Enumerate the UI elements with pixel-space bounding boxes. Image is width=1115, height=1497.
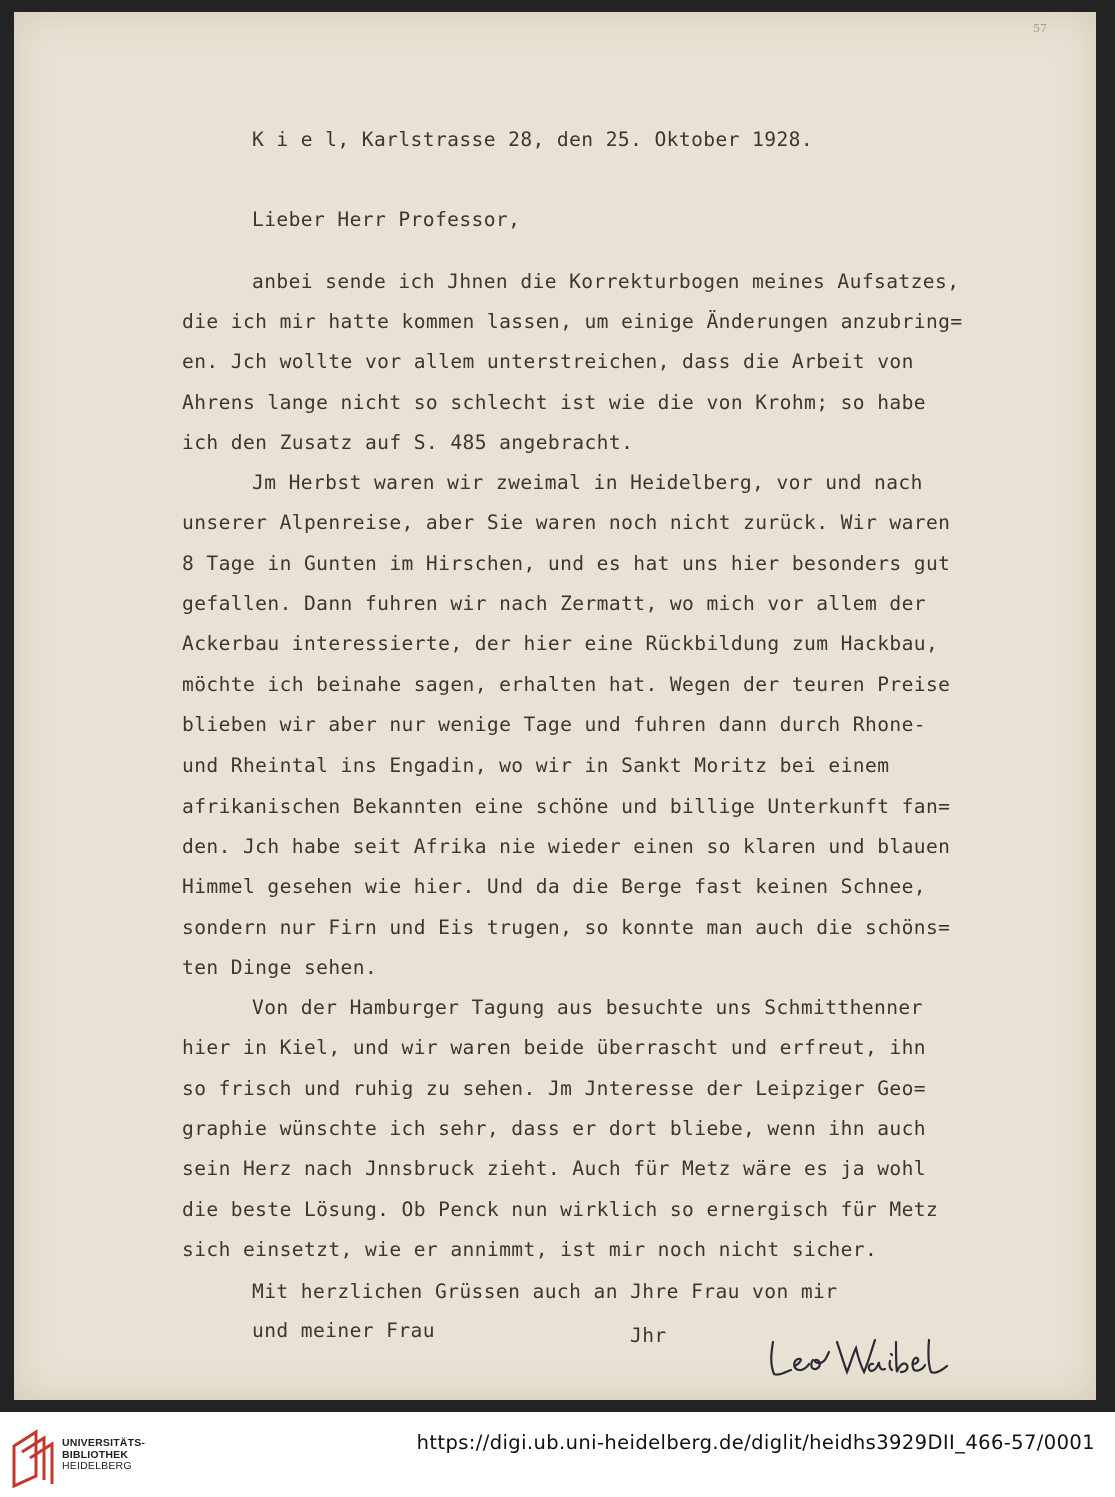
body-line: so frisch und ruhig zu sehen. Jm Jnteresse der Leipziger Geo= — [182, 1077, 926, 1100]
body-line: blieben wir aber nur wenige Tage und fuhren dann durch Rhone- — [182, 713, 926, 736]
date-line: K i e l, Karlstrasse 28, den 25. Oktober 1928. — [252, 128, 814, 151]
body-line: sich einsetzt, wie er annimmt, ist mir noch nicht sicher. — [182, 1238, 878, 1261]
library-name-line: BIBLIOTHEK — [62, 1448, 129, 1461]
body-line: gefallen. Dann fuhren wir nach Zermatt, wo mich vor allem der — [182, 592, 926, 615]
body-line: anbei sende ich Jhnen die Korrekturbogen meines Aufsatzes, — [252, 270, 960, 293]
closing-line: und meiner Frau — [252, 1319, 435, 1342]
library-name-line: UNIVERSITÄTS- — [62, 1437, 146, 1449]
body-line: Ackerbau interessierte, der hier eine Rückbildung zum Hackbau, — [182, 632, 939, 655]
body-line: möchte ich beinahe sagen, erhalten hat. Wegen der teuren Preise — [182, 673, 951, 696]
body-line: Jm Herbst waren wir zweimal in Heidelberg, vor und nach — [252, 471, 923, 494]
closing-line: Mit herzlichen Grüssen auch an Jhre Frau von mir — [252, 1280, 838, 1303]
body-line: Himmel gesehen wie hier. Und da die Berge fast keinen Schnee, — [182, 875, 926, 898]
body-line: Von der Hamburger Tagung aus besuchte uns Schmitthenner — [252, 996, 923, 1019]
body-line: Ahrens lange nicht so schlecht ist wie die von Krohm; so habe — [182, 391, 926, 414]
body-line: en. Jch wollte vor allem unterstreichen, dass die Arbeit von — [182, 350, 914, 373]
body-line: die ich mir hatte kommen lassen, um einige Änderungen anzubring= — [182, 310, 963, 333]
library-name — [62, 1438, 145, 1473]
body-line: graphie wünschte ich sehr, dass er dort bliebe, wenn ihn auch — [182, 1117, 926, 1140]
body-line: ich den Zusatz auf S. 485 angebracht. — [182, 431, 634, 454]
letter-page — [14, 12, 1096, 1400]
library-name-line: HEIDELBERG — [62, 1460, 132, 1472]
body-line: afrikanischen Bekannten eine schöne und billige Unterkunft fan= — [182, 795, 951, 818]
salutation: Lieber Herr Professor, — [252, 208, 521, 231]
closing-word: Jhr — [630, 1324, 667, 1347]
body-line: ten Dinge sehen. — [182, 956, 378, 979]
body-line: den. Jch habe seit Afrika nie wieder einen so klaren und blauen — [182, 835, 951, 858]
handwritten-signature — [765, 1330, 955, 1386]
body-line: und Rheintal ins Engadin, wo wir in Sankt Moritz bei einem — [182, 754, 890, 777]
body-line: hier in Kiel, und wir waren beide überrascht und erfreut, ihn — [182, 1036, 926, 1059]
body-line: 8 Tage in Gunten im Hirschen, und es hat uns hier besonders gut — [182, 552, 951, 575]
body-line: unserer Alpenreise, aber Sie waren noch nicht zurück. Wir waren — [182, 511, 951, 534]
body-line: sein Herz nach Jnnsbruck zieht. Auch für Metz wäre es ja wohl — [182, 1157, 926, 1180]
footer-bar — [0, 1412, 1115, 1497]
page-number: 57 — [1033, 22, 1047, 35]
library-logo-icon — [10, 1428, 56, 1488]
permalink-url[interactable]: https://digi.ub.uni-heidelberg.de/diglit/heidhs3929DII_466-57/0001 — [416, 1431, 1095, 1454]
body-line: die beste Lösung. Ob Penck nun wirklich so ernergisch für Metz — [182, 1198, 939, 1221]
body-line: sondern nur Firn und Eis trugen, so konnte man auch die schöns= — [182, 916, 951, 939]
